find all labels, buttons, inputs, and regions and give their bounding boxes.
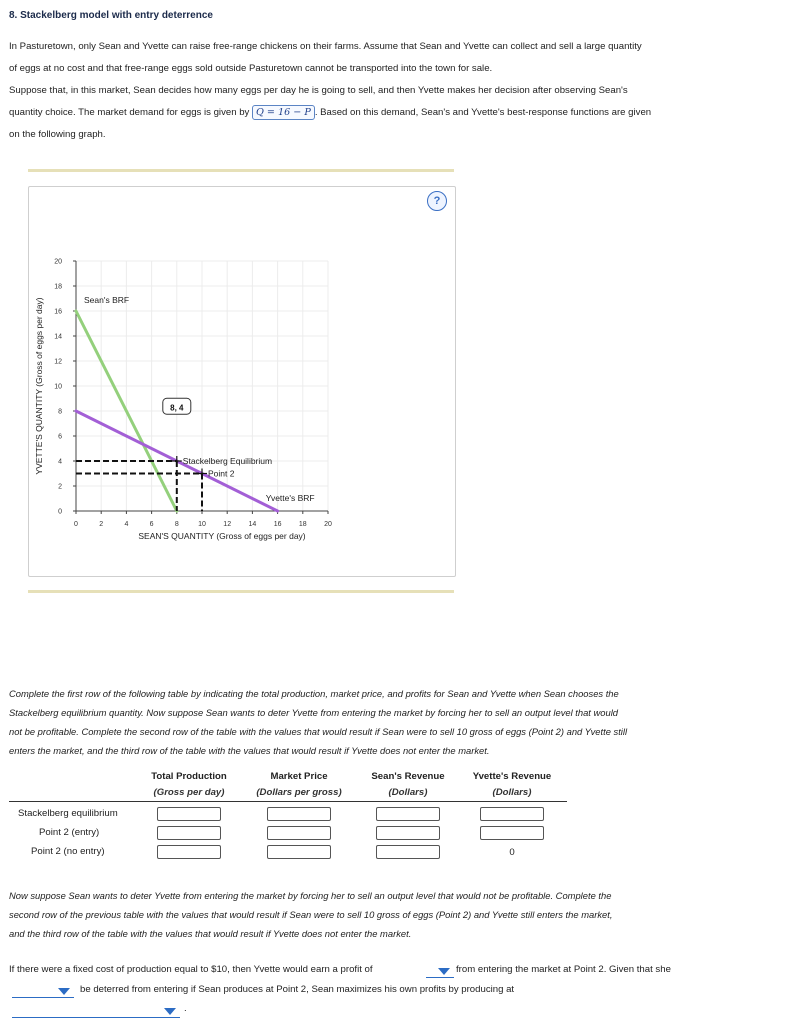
x-tick-label: 8 [174, 521, 179, 528]
coordinate-box-label: 8, 4 [170, 403, 184, 413]
column-header: Yvette's Revenue [472, 771, 552, 782]
final-question-part4: . [184, 1003, 187, 1014]
instructions-line: not be profitable. Complete the second row of the table with the values that would result if Sean were to sell 10 gross of eggs (Point 2) and Yvette still [9, 726, 628, 737]
deterrence-dropdown[interactable] [12, 984, 74, 998]
column-header: Total Production [151, 771, 227, 782]
answer-input[interactable] [480, 807, 544, 821]
graph-top-divider [28, 169, 454, 172]
final-question-part3: be deterred from entering if Sean produces at Point 2, Sean maximizes his own profits by producing at [80, 984, 515, 995]
x-tick-label: 4 [124, 521, 129, 528]
intro-line: of eggs at no cost and that free-range eggs sold outside Pasturetown cannot be transported into the town for sale. [9, 63, 493, 74]
final-question-part1: If there were a fixed cost of production equal to $10, then Yvette would earn a profit of [9, 964, 373, 975]
x-axis-label: SEAN'S QUANTITY (Gross of eggs per day) [138, 531, 306, 541]
x-tick-label: 12 [223, 521, 232, 528]
followup-line: and the third row of the table with the values that would result if Yvette does not enter the market. [9, 928, 412, 939]
sean-production-dropdown[interactable] [12, 1004, 180, 1018]
followup-text [9, 886, 799, 943]
intro-paragraph-1 [9, 36, 789, 80]
point2-label: Point 2 [208, 468, 235, 479]
graph-bottom-divider [28, 590, 454, 593]
row-label: Point 2 (entry) [39, 827, 100, 838]
followup-line: second row of the previous table with the values that would result if Sean were to sell 10 gross of eggs (Point 2) and Yvette still enters the market, [9, 909, 613, 920]
instructions-line: Complete the first row of the following table by indicating the total production, market price, and profits for Sean and Yvette when Sean chooses the [9, 688, 619, 699]
answer-input[interactable] [480, 826, 544, 840]
final-question-part2: from entering the market at Point 2. Given that she [456, 964, 671, 975]
intro-line: on the following graph. [9, 129, 106, 140]
sean-brf-label: Sean's BRF [84, 295, 130, 305]
column-subheader: (Dollars per gross) [256, 787, 342, 798]
x-tick-label: 18 [298, 521, 307, 528]
answer-input[interactable] [376, 845, 440, 859]
y-tick-label: 2 [58, 483, 62, 491]
chevron-down-icon [58, 988, 70, 995]
y-tick-label: 8 [58, 408, 62, 416]
answer-input[interactable] [267, 826, 331, 840]
intro-line: Suppose that, in this market, Sean decides how many eggs per day he is going to sell, and then Yvette makes her decision after observing Sean's [9, 85, 628, 96]
y-tick-label: 0 [58, 508, 62, 516]
help-icon[interactable]: ? [427, 191, 447, 211]
intro-line [9, 102, 789, 124]
followup-line: Now suppose Sean wants to deter Yvette from entering the market by forcing her to sell an output level that would not be profitable. Complete the [9, 890, 612, 901]
column-subheader: (Dollars) [492, 787, 532, 798]
row-label: Stackelberg equilibrium [18, 808, 118, 819]
answer-input[interactable] [157, 826, 221, 840]
intro-line: In Pasturetown, only Sean and Yvette can raise free-range chickens on their farms. Assume that Sean and Yvette can collect and sell a large quantity [9, 41, 642, 52]
chevron-down-icon [164, 1008, 176, 1015]
x-tick-label: 6 [149, 521, 154, 528]
answer-input[interactable] [267, 845, 331, 859]
answer-input[interactable] [157, 845, 221, 859]
y-tick-label: 10 [54, 383, 62, 391]
problem-title: 8. Stackelberg model with entry deterrence [9, 10, 213, 21]
instructions-line: Stackelberg equilibrium quantity. Now suppose Sean wants to deter Yvette from entering the market by forcing her to sell an output level that would [9, 707, 619, 718]
y-tick-label: 4 [58, 458, 62, 466]
stackelberg-label: Stackelberg Equilibrium [182, 456, 273, 466]
column-header: Market Price [270, 771, 328, 782]
yvette-brf-label: Yvette's BRF [265, 493, 315, 503]
yvette-revenue-fixed-value: 0 [509, 847, 515, 858]
y-tick-label: 16 [54, 308, 62, 316]
y-tick-label: 14 [54, 333, 62, 341]
answer-input[interactable] [376, 826, 440, 840]
table-header-divider [9, 801, 567, 802]
x-tick-label: 2 [99, 521, 104, 528]
y-tick-label: 6 [58, 433, 62, 441]
y-tick-label: 18 [54, 283, 62, 291]
answer-input[interactable] [267, 807, 331, 821]
x-tick-label: 14 [248, 521, 257, 528]
instructions-text [9, 684, 799, 760]
yvette-profit-dropdown[interactable] [426, 964, 454, 978]
x-tick-label: 16 [273, 521, 282, 528]
instructions-line: enters the market, and the third row of the table with the values that would result if Yvette does not enter the market. [9, 745, 490, 756]
y-axis-label: YVETTE'S QUANTITY (Gross of eggs per day) [34, 297, 44, 475]
brf-chart [28, 186, 454, 575]
x-tick-label: 0 [74, 521, 78, 528]
intro-text: . Based on this demand, Sean's and Yvette's best-response functions are given [314, 107, 652, 118]
answer-input[interactable] [376, 807, 440, 821]
chevron-down-icon [438, 968, 450, 975]
intro-text: quantity choice. The market demand for eggs is given by [9, 107, 250, 118]
x-tick-label: 20 [324, 521, 332, 528]
answer-input[interactable] [157, 807, 221, 821]
y-tick-label: 20 [54, 258, 62, 266]
intro-paragraph-2 [9, 80, 789, 146]
column-subheader: (Dollars) [388, 787, 428, 798]
column-subheader: (Gross per day) [153, 787, 225, 798]
y-tick-label: 12 [54, 358, 62, 366]
row-label: Point 2 (no entry) [31, 846, 105, 857]
x-tick-label: 10 [198, 521, 206, 528]
demand-formula[interactable]: Q = 16 − P [252, 105, 315, 120]
chart-series [76, 295, 315, 511]
column-header: Sean's Revenue [371, 771, 445, 782]
